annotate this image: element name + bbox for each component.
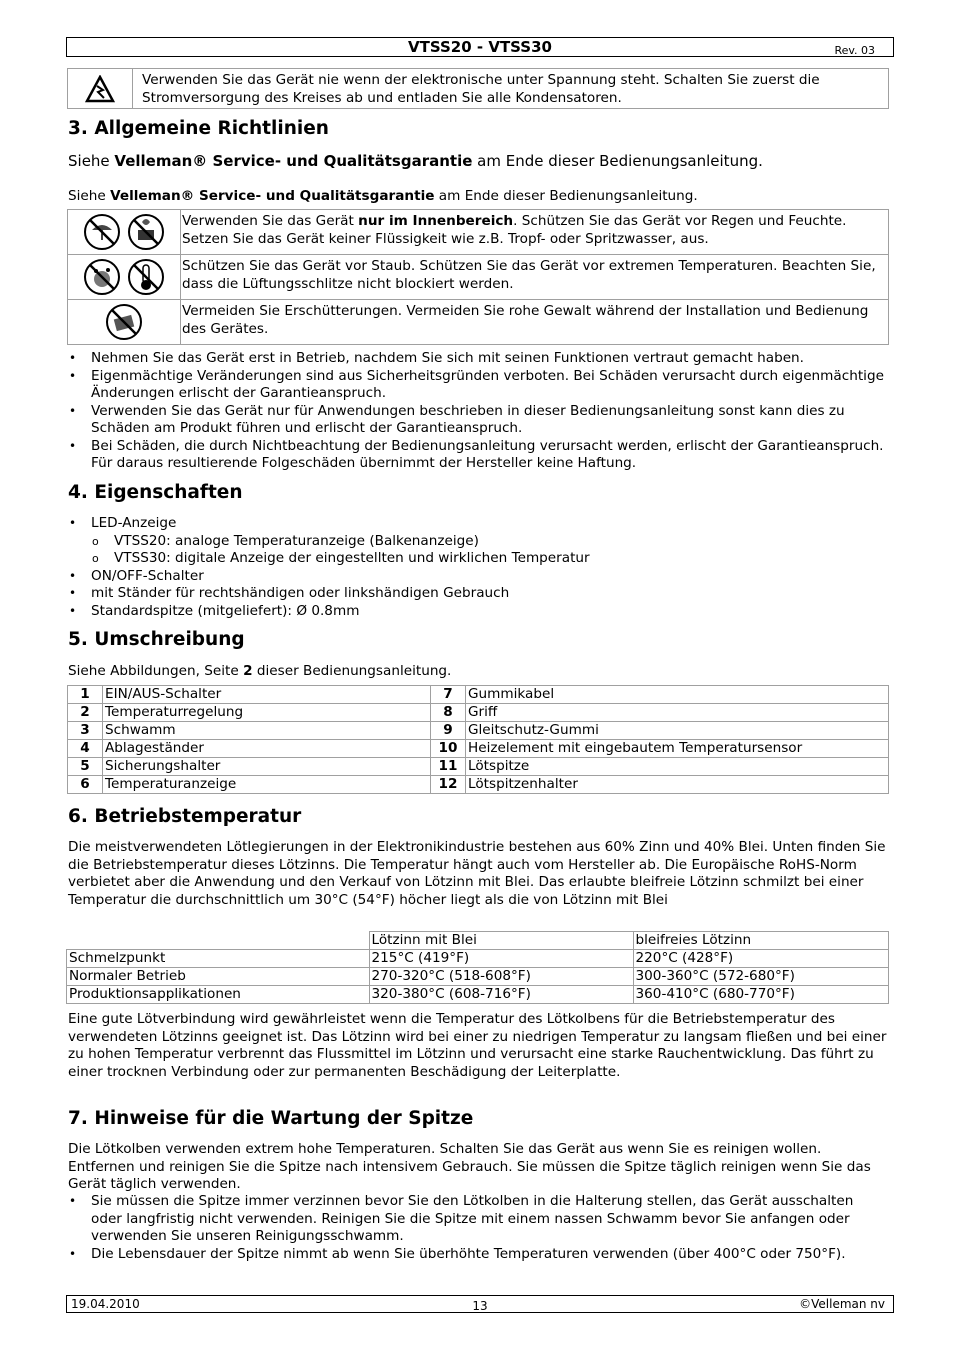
icon-cell-indoor xyxy=(68,210,181,255)
section-3-line-2 xyxy=(68,188,888,206)
part-number: 12 xyxy=(431,776,466,794)
part-name: Gleitschutz-Gummi xyxy=(466,722,889,740)
part-number: 11 xyxy=(431,758,466,776)
table-row xyxy=(68,722,889,740)
list-item: • LED-Anzeige xyxy=(68,515,888,533)
part-number: 3 xyxy=(68,722,103,740)
section-3-line-1 xyxy=(68,151,888,171)
section-6-para-1: Die meistverwendeten Lötlegierungen in der Elektronikindustrie bestehen aus 60% Zinn und 40% Blei. Unten finden Sie die Betriebstemperatur dieses Lötzinns. Die Temperatur hängt auch vom Hersteller ab. Die Europäische RoHS-Norm verbietet aber die Anwendung und den Verkauf von Lötzinn mit Blei. Das erlaubte bleifreie Lötzinn schmilzt bei einer Temperatur die durchschnittlich um 30°C (54°F) höcher liegt als die von Lötzinn mit Blei xyxy=(68,839,886,908)
row-label: Schmelzpunkt xyxy=(67,950,370,968)
part-name: EIN/AUS-Schalter xyxy=(103,686,431,704)
table-head-cell xyxy=(67,932,370,950)
section-3-bullets xyxy=(68,350,888,473)
list-item: • Sie müssen die Spitze immer verzinnen bevor Sie den Lötkolben in die Halterung stellen, das Gerät ausschalten oder langfristig nicht verwenden. Reinigen Sie die Spitze mit einem nassen Schwamm bevor Sie anfangen oder verwenden Sie unseren Reinigungsschwamm. xyxy=(68,1193,888,1246)
text-bold: Velleman® Service- und Qualitätsgarantie xyxy=(114,152,473,170)
table-row xyxy=(68,686,889,704)
section-3-title: 3. Allgemeine Richtlinien xyxy=(68,118,329,139)
temperature-table xyxy=(66,931,889,1004)
warning-table xyxy=(67,68,889,109)
text-bold: Velleman® Service- und Qualitätsgarantie xyxy=(110,188,435,204)
list-item: • ON/OFF-Schalter xyxy=(68,568,888,586)
footer-page-number: 13 xyxy=(472,1299,488,1313)
text-bold: nur im Innenbereich xyxy=(358,213,514,229)
page-header xyxy=(66,37,894,57)
table-row xyxy=(67,968,889,986)
table-row xyxy=(68,740,889,758)
part-name: Temperaturanzeige xyxy=(103,776,431,794)
list-item: • Standardspitze (mitgeliefert): Ø 0.8mm xyxy=(68,603,888,621)
table-row xyxy=(67,950,889,968)
text: Verwenden Sie das Gerät xyxy=(182,213,359,229)
part-number: 8 xyxy=(431,704,466,722)
section-7-bullets xyxy=(68,1193,888,1263)
section-7-para: Die Lötkolben verwenden extrem hohe Temperaturen. Schalten Sie das Gerät aus wenn Sie es reinigen wollen. Entfernen und reinigen Sie die Spitze nach intensivem Gebrauch. Sie müssen die Spitze täglich reinigen wenn Sie das Gerät täglich verwenden. xyxy=(68,1141,871,1192)
section-6-title: 6. Betriebstemperatur xyxy=(68,806,302,827)
section-5-intro xyxy=(68,663,888,681)
row-label: Produktionsapplikationen xyxy=(67,986,370,1004)
guideline-indoor-text xyxy=(181,210,889,255)
text: . Schützen Sie das Gerät vor Regen und Feuchte. Setzen Sie das Gerät keiner Flüssigkeit wie z.B. Tropf- oder Spritzwasser, aus. xyxy=(182,213,847,247)
part-number: 7 xyxy=(431,686,466,704)
text: Siehe xyxy=(68,188,111,204)
text: am Ende dieser Bedienungsanleitung. xyxy=(472,152,763,170)
no-dust-icon xyxy=(82,257,122,297)
part-number: 2 xyxy=(68,704,103,722)
text: Siehe Abbildungen, Seite xyxy=(68,663,244,679)
icon-cell-dust xyxy=(68,255,181,300)
table-cell: 320-380°C (608-716°F) xyxy=(369,986,633,1004)
page-footer xyxy=(66,1295,894,1313)
section-5-title: 5. Umschreibung xyxy=(68,629,245,650)
no-water-icon xyxy=(126,212,166,252)
warning-icon-cell xyxy=(68,69,133,109)
table-row xyxy=(68,776,889,794)
section-6-para-2: Eine gute Lötverbindung wird gewährleistet wenn die Temperatur des Lötkolbens für die Betriebstemperatur des verwendeten Lötzinns geeignet ist. Das Lötzinn wird bei einer zu niedrigen Temperatur zu langsam fließen und bei einer zu hohen Temperatur verbrennt das Flussmittel im Lötzinn und verursacht eine starke Rauchentwicklung. Das führt zu einer trocknen Verbindung oder zur permanenten Beschädigung der Leiterplatte. xyxy=(68,1011,887,1080)
electric-hazard-icon xyxy=(85,75,115,103)
parts-table xyxy=(67,685,889,794)
footer-copyright: ©Velleman nv xyxy=(799,1297,885,1311)
guidelines-table xyxy=(67,209,889,345)
section-7-title: 7. Hinweise für die Wartung der Spitze xyxy=(68,1108,474,1129)
header-title: VTSS20 - VTSS30 xyxy=(408,38,552,56)
list-item: • Verwenden Sie das Gerät nur für Anwendungen beschrieben in dieser Bedienungsanleitung sonst kann dies zu Schäden am Produkt führen und erlischt der Garantieanspruch. xyxy=(68,403,888,438)
icon-cell-shock xyxy=(68,300,181,345)
part-number: 9 xyxy=(431,722,466,740)
list-item: • Die Lebensdauer der Spitze nimmt ab wenn Sie überhöhte Temperaturen verwenden (über 400°C oder 750°F). xyxy=(68,1246,888,1264)
guideline-shock-text: Vermeiden Sie Erschütterungen. Vermeiden Sie rohe Gewalt während der Installation und Bedienung des Gerätes. xyxy=(181,300,889,345)
part-name: Gummikabel xyxy=(466,686,889,704)
text-bold: 2 xyxy=(243,663,253,679)
table-cell: 270-320°C (518-608°F) xyxy=(369,968,633,986)
part-name: Ablageständer xyxy=(103,740,431,758)
part-number: 4 xyxy=(68,740,103,758)
guideline-dust-text: Schützen Sie das Gerät vor Staub. Schützen Sie das Gerät vor extremen Temperaturen. Beachten Sie, dass die Lüftungsschlitze nicht blockiert werden. xyxy=(181,255,889,300)
list-subitem: o VTSS30: digitale Anzeige der eingestellten und wirklichen Temperatur xyxy=(68,550,888,568)
warning-text: Verwenden Sie das Gerät nie wenn der elektronische unter Spannung steht. Schalten Sie zuerst die Stromversorgung des Kreises ab und entladen Sie alle Kondensatoren. xyxy=(133,69,889,109)
list-item: • Nehmen Sie das Gerät erst in Betrieb, nachdem Sie sich mit seinen Funktionen vertraut gemacht haben. xyxy=(68,350,888,368)
footer-date: 19.04.2010 xyxy=(71,1297,140,1311)
part-name: Lötspitze xyxy=(466,758,889,776)
table-row xyxy=(67,986,889,1004)
table-cell: 220°C (428°F) xyxy=(633,950,889,968)
part-name: Temperaturregelung xyxy=(103,704,431,722)
list-item: • Bei Schäden, die durch Nichtbeachtung der Bedienungsanleitung verursacht werden, erlischt der Garantieanspruch. Für daraus resultierende Folgeschäden übernimmt der Hersteller keine Haftung. xyxy=(68,438,888,473)
row-label: Normaler Betrieb xyxy=(67,968,370,986)
text: am Ende dieser Bedienungsanleitung. xyxy=(434,188,698,204)
text: dieser Bedienungsanleitung. xyxy=(252,663,452,679)
no-shock-icon xyxy=(104,302,144,342)
part-name: Heizelement mit eingebautem Temperatursensor xyxy=(466,740,889,758)
section-4-list xyxy=(68,515,888,620)
part-name: Lötspitzenhalter xyxy=(466,776,889,794)
table-head-cell: Lötzinn mit Blei xyxy=(369,932,633,950)
list-item: • mit Ständer für rechtshändigen oder linkshändigen Gebrauch xyxy=(68,585,888,603)
part-name: Griff xyxy=(466,704,889,722)
table-cell: 300-360°C (572-680°F) xyxy=(633,968,889,986)
part-number: 1 xyxy=(68,686,103,704)
part-number: 10 xyxy=(431,740,466,758)
section-4-title: 4. Eigenschaften xyxy=(68,482,243,503)
part-number: 5 xyxy=(68,758,103,776)
list-subitem: o VTSS20: analoge Temperaturanzeige (Balkenanzeige) xyxy=(68,533,888,551)
part-name: Sicherungshalter xyxy=(103,758,431,776)
table-row xyxy=(68,758,889,776)
list-item: • Eigenmächtige Veränderungen sind aus Sicherheitsgründen verboten. Bei Schäden verursacht durch eigenmächtige Änderungen erlischt der Garantieanspruch. xyxy=(68,368,888,403)
no-extreme-temperature-icon xyxy=(126,257,166,297)
table-cell: 360-410°C (680-770°F) xyxy=(633,986,889,1004)
part-number: 6 xyxy=(68,776,103,794)
text: Siehe xyxy=(68,152,115,170)
header-rev: Rev. 03 xyxy=(834,44,875,57)
table-cell: 215°C (419°F) xyxy=(369,950,633,968)
table-head-cell: bleifreies Lötzinn xyxy=(633,932,889,950)
part-name: Schwamm xyxy=(103,722,431,740)
table-row xyxy=(68,704,889,722)
no-rain-icon xyxy=(82,212,122,252)
